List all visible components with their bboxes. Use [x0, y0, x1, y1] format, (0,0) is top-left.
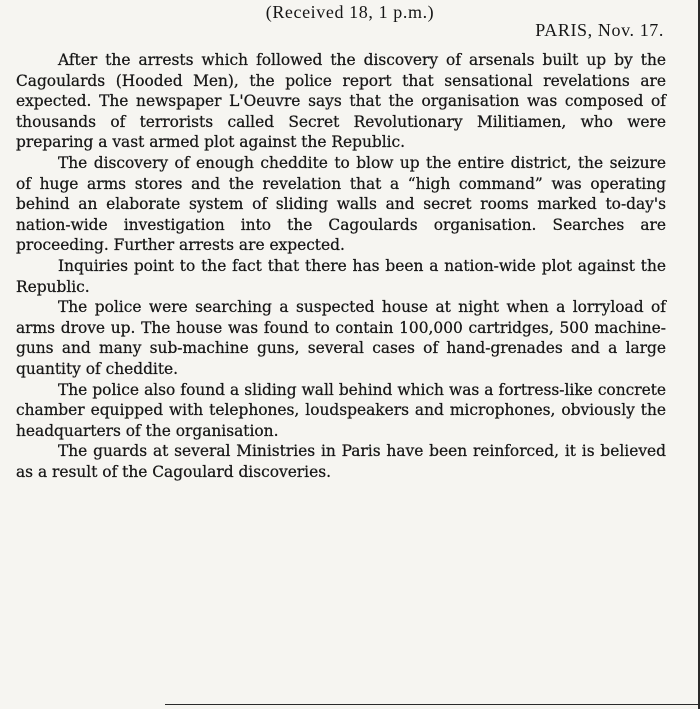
paragraph-search: The police were searching a suspected house at night when a lorryload of arms drove up. The house was found to contain 100,000 cartridges, 500 machine-guns and many sub-machine guns, several cases of hand-grenades and a large quantity of cheddite. [16, 298, 666, 378]
paragraph-inquiries: Inquiries point to the fact that there has been a nation-wide plot against the Republic. [16, 256, 666, 296]
dateline: PARIS, Nov. 17. [535, 20, 664, 40]
paragraph-cheddite: The discovery of enough cheddite to blow up the entire district, the seizure of huge arms stores and the revelation that a “high command” was operating behind an elaborate system of sliding walls and secret rooms marked to-day's nation-wide investigation into the Cagoulards organisation. Searches are proceeding. Further arrests are expected. [16, 153, 666, 255]
paragraph-guards: The guards at several Ministries in Paris have been reinforced, it is believed as a result of the Cagoulard discoveries. [16, 442, 666, 481]
paragraph-arrests: After the arrests which followed the discovery of arsenals built up by the Cagoulards (Hooded Men), the police report that sensational revelations are expected. The newspaper L'Oeuvre says that the organisation was composed of thousands of terrorists called Secret Revolutionary Militiamen, who were preparing a vast armed plot against the Republic. [16, 51, 666, 152]
bottom-rule [165, 704, 700, 705]
paragraph-sliding-wall: The police also found a sliding wall behind which was a fortress-like concrete chamber equipped with telephones, loudspeakers and microphones, obviously the headquarters of the organisation. [16, 380, 666, 440]
article-body [16, 50, 666, 482]
received-note: (Received 18, 1 p.m.) [265, 2, 435, 22]
